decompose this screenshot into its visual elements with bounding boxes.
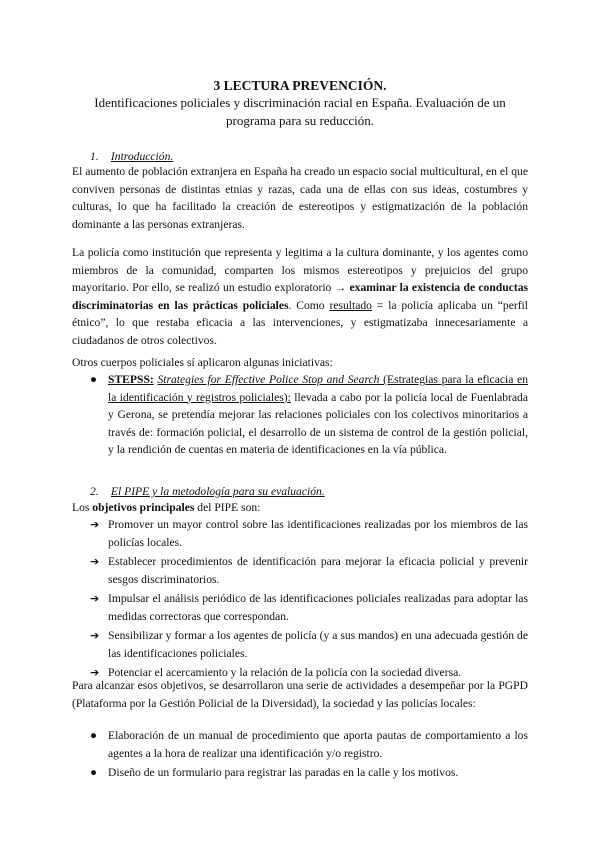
intro-text-b: del PIPE son: [194,501,261,514]
arrow-icon: ➔ [90,555,100,568]
intro-bold: objetivos principales [92,501,195,514]
objective-text: Sensibilizar y formar a los agentes de policía (y a sus mandos) en una adecuada gestión de las identificaciones policiales. [108,629,528,660]
section-1-title: Introducción. [110,150,174,163]
intro-text-a: Los [72,501,93,514]
page-title: 3 LECTURA PREVENCIÓN. [213,78,387,93]
objective-item [90,627,528,662]
activities-paragraph: Para alcanzar esos objetivos, se desarrollaron una serie de actividades a desempeñar por la PGPD (Plataforma por la Gestión Policial de la Diversidad), la sociedad y las policías locales: [72,679,528,710]
para2-text-b: . Como [288,298,330,312]
objective-item [90,553,528,588]
section-2-intro [72,499,528,517]
objective-item [90,590,528,625]
section-1-paragraph-1: El aumento de población extranjera en España ha creado un espacio social multicultural, en el que conviven personas de distintas etnias y razas, cada una de ellas con sus ideas, costumbres y culturas, lo que ha facilitado la creación de estereotipos y estigmatización de la población dominante a las personas extranjeras. [72,165,528,231]
para2-bold: examinar la existencia de conductas discriminatorias en las prácticas policiales [72,281,528,312]
section-1-number: 1. [90,150,99,163]
activity-item [90,727,528,762]
stepss-paren: (Estrategias para la eficacia en la identificación y registros policiales): [108,373,528,404]
section-2-heading [90,483,546,501]
arrow-icon: ➔ [90,592,100,605]
para2-underline: resultado [329,298,372,312]
objective-text: Establecer procedimientos de identificación para mejorar la eficacia policial y prevenir sesgos discriminatorios. [108,555,528,586]
objective-item [90,516,528,551]
section-2-number: 2. [90,485,99,498]
stepss-title: Strategies for Effective Police Stop and Search [157,373,380,386]
objective-text: Promover un mayor control sobre las identificaciones realizadas por los miembros de las policías locales. [108,518,528,549]
arrow-icon: ➔ [90,666,100,679]
section-1-paragraph-3: Otros cuerpos policiales sí aplicaron algunas iniciativas: [72,356,333,369]
section-1-paragraph-2 [72,244,528,349]
stepss-rest: llevada a cabo por la policía local de Fuenlabrada y Gerona, se pretendía mejorar las relaciones policiales con los colectivos minoritarios a través de: formación policial, el desarrollo de un sistema de control de la gestión policial, y la rendición de cuentas en materia de identificaciones en la vía pública. [108,390,528,456]
activity-item [90,764,528,782]
para2-text-c: = la policía aplicaba un “perfil étnico”, lo que restaba eficacia a las intervenciones, y estigmatizaba innecesariamente a ciudadanos de otros colectivos. [72,298,528,347]
objective-text: Potenciar el acercamiento y la relación de la policía con la sociedad diversa. [108,666,462,679]
section-2-title: El PIPE y la metodología para su evaluación. [110,485,325,498]
bullet-icon: ● [90,373,98,386]
activity-text: Elaboración de un manual de procedimiento que aporta pautas de comportamiento a los agentes a la hora de realizar una identificación y/o registro. [108,729,528,760]
page-subtitle: Identificaciones policiales y discriminación racial en España. Evaluación de un programa para su reducción. [94,95,506,128]
activities-list [90,727,528,782]
objective-text: Impulsar el análisis periódico de las identificaciones policiales realizadas para adoptar las medidas correctoras que correspondan. [108,592,528,623]
para2-text-a: La policía como institución que representa y legitima a la cultura dominante, y los agentes como miembros de la comunidad, comparten los mismos estereotipos y prejuicios del grupo mayoritario. Por ello, se realizó un estudio exploratorio → [72,246,528,294]
arrow-icon: ➔ [90,518,100,531]
bullet-icon: ● [90,729,98,742]
activity-text: Diseño de un formulario para registrar las paradas en la calle y los motivos. [108,766,459,779]
objectives-list [90,516,528,682]
bullet-icon: ● [90,766,98,779]
stepss-label: STEPSS: [108,373,154,386]
stepss-bullet-item [90,371,528,459]
arrow-icon: ➔ [90,629,100,642]
